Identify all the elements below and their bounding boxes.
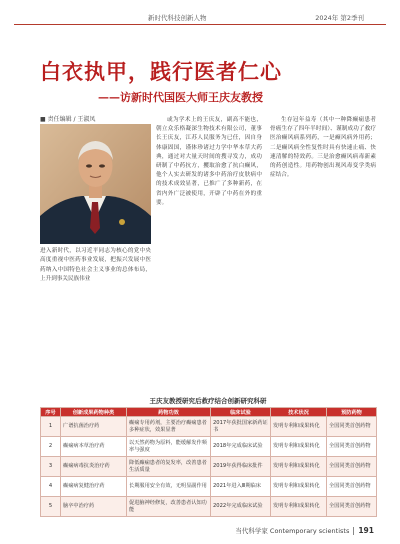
table-cell: 脑卒中治疗药: [61, 497, 127, 517]
portrait-illustration: [40, 124, 151, 244]
portrait-photo: [40, 124, 151, 244]
header-rule: [14, 24, 386, 25]
table-cell: 发明专利和成果转化: [271, 477, 327, 497]
research-table: [40, 396, 376, 517]
section-tab: 新时代科技创新人物: [148, 14, 207, 22]
column-header: 药物功效: [127, 408, 211, 417]
table-cell: 以天然药物为原料，能缓解发作频率与强度: [127, 437, 211, 457]
table-row: [41, 437, 377, 457]
table-row: [41, 497, 377, 517]
issue-label: 2024年 第2季刊: [315, 14, 364, 22]
article-title: 白衣执甲，践行医者仁心: [40, 59, 282, 84]
table-cell: 发明专利和成果转化: [271, 457, 327, 477]
page-number: 191: [358, 526, 374, 535]
table-cell: 促进脑神经修复，改善患者认知功能: [127, 497, 211, 517]
column-header: 创新成果药物种类: [61, 408, 127, 417]
article-subtitle: ——访新时代国医大师王庆友教授: [98, 91, 263, 104]
table-header-row: [41, 408, 377, 417]
footer-divider: [353, 527, 354, 535]
table-cell: 癫痫病复健治疗药: [61, 477, 127, 497]
column-header: 临床试验: [211, 408, 271, 417]
table-cell: 降低癫痫患者的复发率，改善患者生活质量: [127, 457, 211, 477]
table-row: [41, 477, 377, 497]
table-cell: 长期服用安全有效，无明显副作用: [127, 477, 211, 497]
column-header: 技术状况: [271, 408, 327, 417]
table: [40, 407, 377, 517]
table-cell: 3: [41, 457, 61, 477]
table-cell: 癫痫病毒抗炎治疗药: [61, 457, 127, 477]
table-cell: 广谱抗菌治疗药: [61, 417, 127, 437]
column-header: 序号: [41, 408, 61, 417]
paragraph: 生存冠年益寿（其中一种降癫痫患者骨癌生存了四年半时间）、谨制成功了救疗医治癫风病系列药，一是癫风病外用药；二是癫风病全性复性时具有快速止痛、快速清解的特效药。三是治愈癫风病毒新素的药创造性。用药物创出现风毒变学类病症结合。: [270, 117, 376, 179]
table-cell: 发明专利和成果转化: [271, 437, 327, 457]
body-column-right: [270, 116, 376, 180]
page-header: [0, 0, 400, 32]
table-cell: 癫痫病本草治疗药: [61, 437, 127, 457]
table-cell: 2019年获得临床批件: [211, 457, 271, 477]
journal-name: 当代科学家 Contemporary scientists: [235, 527, 350, 535]
table-title: 王庆友教授研究后救疗结合创新研究科研: [149, 397, 267, 405]
table-cell: 2021年进入Ⅲ期临床: [211, 477, 271, 497]
table-cell: 癫痫专用药剂，主要治疗癫痫患者多种症状，效果显著: [127, 417, 211, 437]
table-cell: 发明专利和成果转化: [271, 417, 327, 437]
photo-caption: 进入新时代，以习近平同志为核心的党中央高度重视中医药事业发展，把振兴发展中医药纳入中国特色社会主义事业的总体布局，上升到事关民族伟业: [40, 248, 151, 283]
table-row: [41, 457, 377, 477]
table-cell: 2022年完成临床试验: [211, 497, 271, 517]
table-cell: 全国同类首创药物: [327, 437, 377, 457]
table-cell: 1: [41, 417, 61, 437]
table-cell: 2: [41, 437, 61, 457]
table-cell: 发明专利和成果转化: [271, 497, 327, 517]
page-footer: [235, 526, 374, 535]
table-cell: 2018年完成临床试验: [211, 437, 271, 457]
byline: ■ 责任编辑 / 王淑凤: [40, 116, 96, 123]
table-row: [41, 417, 377, 437]
table-cell: 2017年获批国家新药证书: [211, 417, 271, 437]
table-cell: 5: [41, 497, 61, 517]
table-cell: 全国同类首创药物: [327, 417, 377, 437]
column-header: 预防药物: [327, 408, 377, 417]
paragraph: 或为学术上的王庆友，副高不能也，朝立众乐格凝深生物技术有限公司，董事长王庆友，江苏人民服务为已任，因自身体康固国，谨体珍诸过力学中华本草大药典，通过对大量天时间的搜寻发力，成功研制了中药抗方，攫取治愈了抗白癫风，他个人实去研发的诸多中药治疗皮肤病中的技术成效显著，已推广了多种新药，在省内外广泛被使用，开辟了中药在外的重要。: [156, 117, 262, 206]
table-cell: 4: [41, 477, 61, 497]
table-cell: 全国同类首创药物: [327, 477, 377, 497]
body-column-middle: [156, 116, 262, 208]
table-cell: 全国同类首创药物: [327, 497, 377, 517]
table-cell: 全国同类首创药物: [327, 457, 377, 477]
